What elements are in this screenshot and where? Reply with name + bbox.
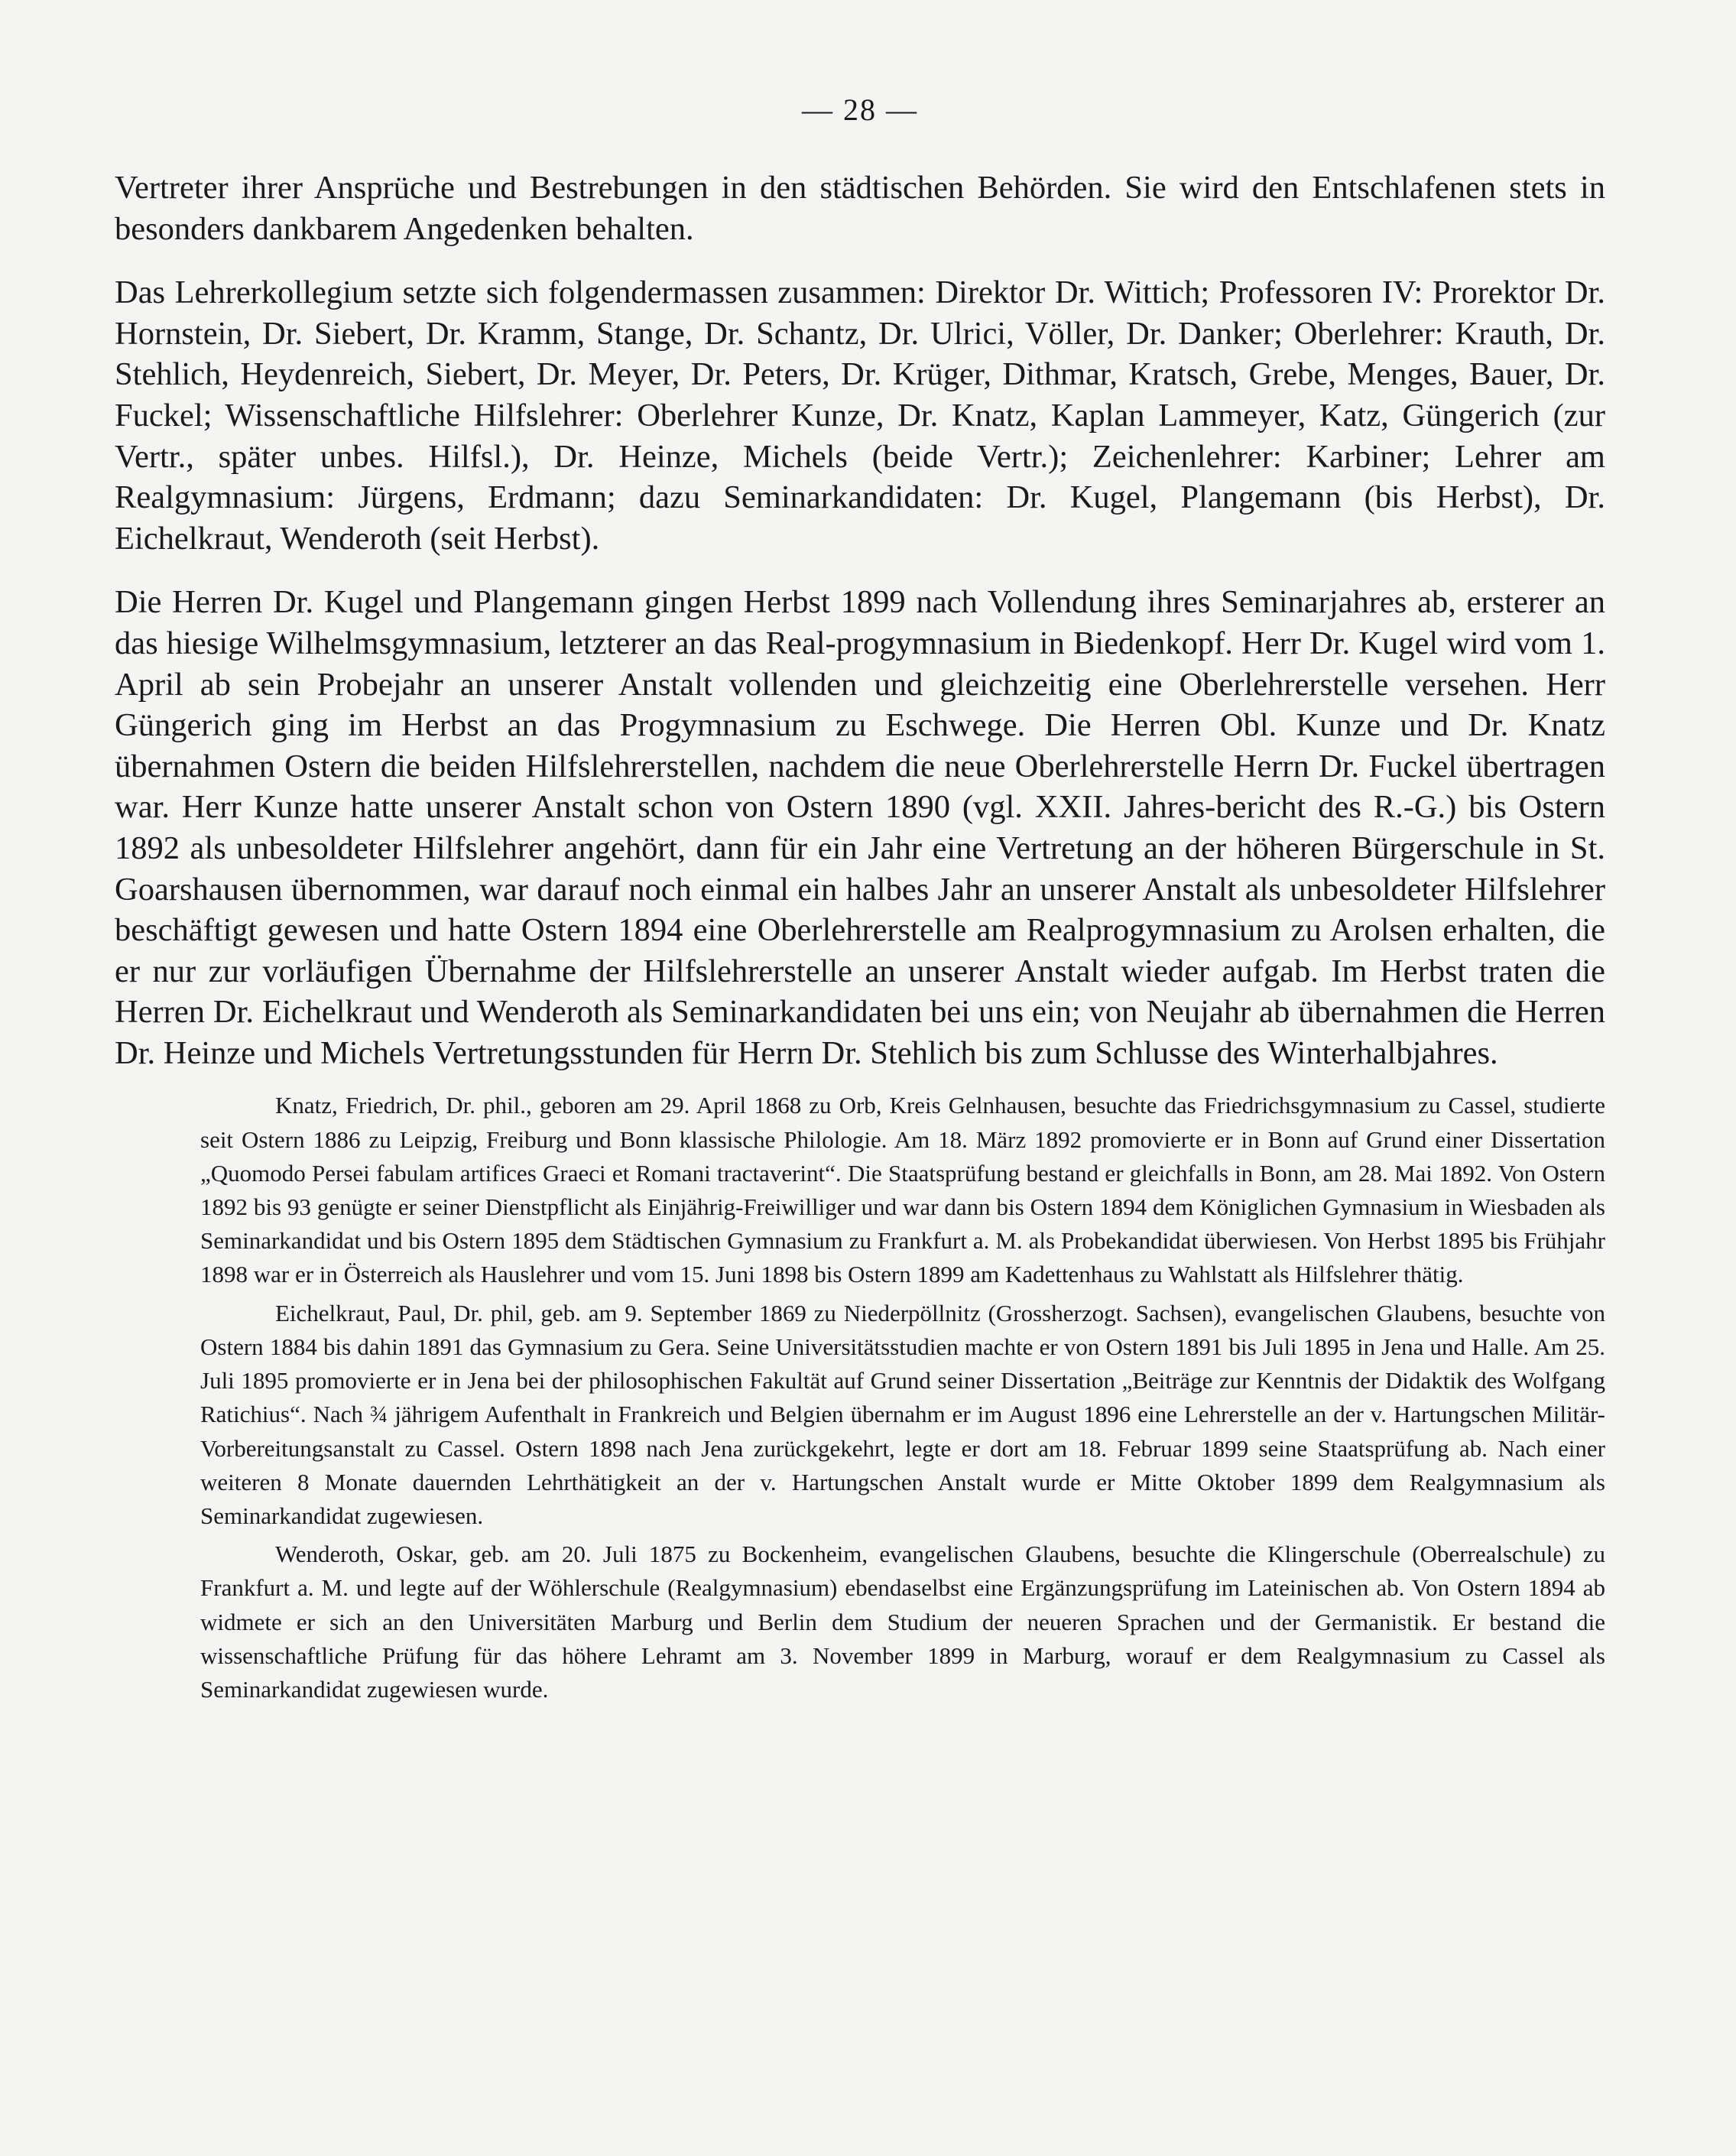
paragraph-teaching-staff: Das Lehrerkollegium setzte sich folgendermassen zusammen: Direktor Dr. Wittich; Professoren IV: Prorektor Dr. Hornstein, Dr. Siebert, Dr. Kramm, Stange, Dr. Schantz, Dr. Ulrici, Völler, Dr. Danker; Oberlehrer: Krauth, Dr. Stehlich, Heydenreich, Siebert, Dr. Meyer, Dr. Peters, Dr. Krüger, Dithmar, Kratsch, Grebe, Menges, Bauer, Dr. Fuckel; Wissenschaftliche Hilfslehrer: Oberlehrer Kunze, Dr. Knatz, Kaplan Lammeyer, Katz, Güngerich (zur Vertr., später unbes. Hilfsl.), Dr. Heinze, Michels (beide Vertr.); Zeichenlehrer: Karbiner; Lehrer am Realgymnasium: Jürgens, Erdmann; dazu Seminarkandidaten: Dr. Kugel, Plangemann (bis Herbst), Dr. Eichelkraut, Wenderoth (seit Herbst). xyxy=(115,274,1605,557)
main-text xyxy=(115,167,1605,1073)
note-wenderoth: Wenderoth, Oskar, geb. am 20. Juli 1875 zu Bockenheim, evangelischen Glaubens, besuchte die Klingerschule (Oberrealschule) zu Frankfurt a. M. und legte auf der Wöhlerschule (Realgymnasium) ebendaselbst eine Ergänzungsprüfung im Lateinischen ab. Von Ostern 1894 ab widmete er sich an den Universitäten Marburg und Berlin dem Studium der neueren Sprachen und der Germanistik. Er bestand die wissenschaftliche Prüfung für das höhere Lehramt am 3. November 1899 in Marburg, worauf er dem Realgymnasium zu Cassel als Seminarkandidat zugewiesen wurde. xyxy=(200,1541,1605,1703)
note-knatz: Knatz, Friedrich, Dr. phil., geboren am 29. April 1868 zu Orb, Kreis Gelnhausen, besuchte das Friedrichsgymnasium zu Cassel, studierte seit Ostern 1886 zu Leipzig, Freiburg und Bonn klassische Philologie. Am 18. März 1892 promovierte er in Bonn auf Grund einer Dissertation „Quomodo Persei fabulam artifices Graeci et Romani tractaverint“. Die Staatsprüfung bestand er gleichfalls in Bonn, am 28. Mai 1892. Von Ostern 1892 bis 93 genügte er seiner Dienstpflicht als Einjährig-Freiwilliger und war dann bis Ostern 1894 dem Königlichen Gymnasium in Wiesbaden als Seminarkandidat und bis Ostern 1895 dem Städtischen Gymnasium zu Frankfurt a. M. als Probekandidat überwiesen. Von Herbst 1895 bis Frühjahr 1898 war er in Österreich als Hauslehrer und vom 15. Juni 1898 bis Ostern 1899 am Kadettenhaus zu Wahlstatt als Hilfslehrer thätig. xyxy=(200,1092,1605,1288)
note-eichelkraut: Eichelkraut, Paul, Dr. phil, geb. am 9. September 1869 zu Niederpöllnitz (Grossherzogt. Sachsen), evangelischen Glaubens, besuchte von Ostern 1884 bis dahin 1891 das Gymnasium zu Gera. Seine Universitätsstudien machte er von Ostern 1891 bis Juli 1895 in Jena und Halle. Am 25. Juli 1895 promovierte er in Jena bei der philosophischen Fakultät auf Grund seiner Dissertation „Beiträge zur Kenntnis der Didaktik des Wolfgang Ratichius“. Nach ¾ jährigem Aufenthalt in Frankreich und Belgien übernahm er im August 1896 eine Lehrerstelle an der v. Hartungschen Militär-Vorbereitungsanstalt zu Cassel. Ostern 1898 nach Jena zurückgekehrt, legte er dort am 18. Februar 1899 seine Staatsprüfung ab. Nach einer weiteren 8 Monate dauernden Lehrthätigkeit an der v. Hartungschen Anstalt wurde er Mitte Oktober 1899 dem Realgymnasium als Seminarkandidat zugewiesen. xyxy=(200,1299,1605,1529)
document-page xyxy=(115,92,1605,1711)
paragraph-obituary-end: Vertreter ihrer Ansprüche und Bestrebungen in den städtischen Behörden. Sie wird den Entschlafenen stets in besonders dankbarem Angedenken behalten. xyxy=(115,170,1605,247)
page-number: — 28 — xyxy=(802,93,918,127)
biographical-notes xyxy=(115,1089,1605,1706)
paragraph-staff-changes: Die Herren Dr. Kugel und Plangemann gingen Herbst 1899 nach Vollendung ihres Seminarjahres ab, ersterer an das hiesige Wilhelmsgymnasium, letzterer an das Real-progymnasium in Biedenkopf. Herr Dr. Kugel wird vom 1. April ab sein Probejahr an unserer Anstalt vollenden und gleichzeitig eine Oberlehrerstelle versehen. Herr Güngerich ging im Herbst an das Progymnasium zu Eschwege. Die Herren Obl. Kunze und Dr. Knatz übernahmen Ostern die beiden Hilfslehrerstellen, nachdem die neue Oberlehrerstelle Herrn Dr. Fuckel übertragen war. Herr Kunze hatte unserer Anstalt schon von Ostern 1890 (vgl. XXII. Jahres-bericht des R.-G.) bis Ostern 1892 als unbesoldeter Hilfslehrer angehört, dann für ein Jahr eine Vertretung an der höheren Bürgerschule in St. Goarshausen übernommen, war darauf noch einmal ein halbes Jahr an unserer Anstalt als unbesoldeter Hilfslehrer beschäftigt gewesen und hatte Ostern 1894 eine Oberlehrerstelle am Realprogymnasium zu Arolsen erhalten, die er nur zur vorläufigen Übernahme der Hilfslehrerstelle an unserer Anstalt wieder aufgab. Im Herbst traten die Herren Dr. Eichelkraut und Wenderoth als Seminarkandidaten bei uns ein; von Neujahr ab übernahmen die Herren Dr. Heinze und Michels Vertretungsstunden für Herrn Dr. Stehlich bis zum Schlusse des Winterhalbjahres. xyxy=(115,584,1605,1071)
